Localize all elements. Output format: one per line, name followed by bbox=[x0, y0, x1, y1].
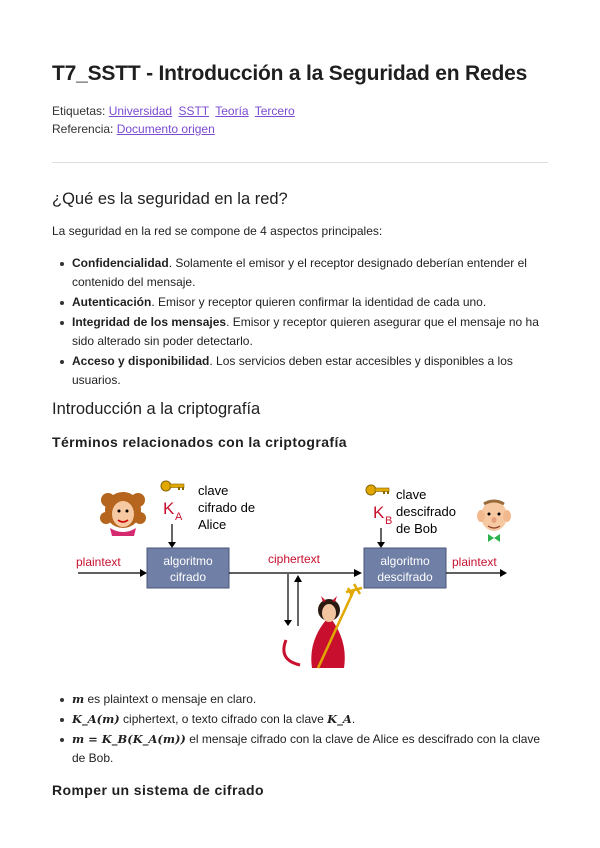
term-text: ciphertext, o texto cifrado con la clave bbox=[119, 712, 328, 726]
term-text: . Los servicios deben estar accesibles y disponibles a los usuarios. bbox=[72, 354, 513, 387]
tags-label: Etiquetas: bbox=[52, 104, 106, 118]
term-text: . Solamente el emisor y el receptor designado deberían entender el contenido del mensaje. bbox=[72, 256, 527, 289]
key-b-subscript: B bbox=[385, 515, 393, 527]
subheading-crypto-terms: Términos relacionados con la criptografía bbox=[52, 434, 347, 450]
plaintext-right-label: plaintext bbox=[452, 555, 497, 569]
reference-label: Referencia: bbox=[52, 122, 114, 136]
term-bold: Autenticación bbox=[72, 295, 152, 309]
tag-teoria[interactable]: Teoría bbox=[215, 104, 249, 118]
math-expression: m bbox=[72, 692, 85, 706]
key-a-subscript: A bbox=[175, 511, 183, 523]
term-bold: Confidencialidad bbox=[72, 256, 169, 270]
crypto-diagram bbox=[26, 470, 546, 675]
list-item bbox=[72, 254, 548, 292]
list-item bbox=[72, 730, 548, 768]
reference-link[interactable]: Documento origen bbox=[116, 122, 215, 136]
list-item bbox=[72, 293, 548, 312]
key-b-letter: K bbox=[373, 503, 385, 522]
subheading-breaking-cipher: Romper un sistema de cifrado bbox=[52, 782, 264, 798]
dec-box-line1: algoritmo bbox=[380, 554, 430, 568]
alice-figure bbox=[100, 492, 146, 536]
tag-universidad[interactable]: Universidad bbox=[108, 104, 173, 118]
tags-row bbox=[52, 104, 298, 118]
trudy-figure bbox=[284, 584, 362, 668]
section-intro: La seguridad en la red se compone de 4 aspectos principales: bbox=[52, 224, 383, 238]
bob-figure bbox=[477, 501, 511, 542]
key-b-label-line3: de Bob bbox=[396, 521, 438, 536]
math-expression: K_A(m) bbox=[72, 712, 120, 726]
key-a-label-line3: Alice bbox=[198, 517, 227, 532]
term-bold: Acceso y disponibilidad bbox=[72, 354, 210, 368]
list-item bbox=[72, 710, 548, 729]
section-heading-cryptography: Introducción a la criptografía bbox=[52, 400, 261, 418]
term-text: . bbox=[351, 712, 356, 726]
key-icon bbox=[161, 481, 184, 491]
key-a-letter: K bbox=[163, 499, 175, 518]
term-text: es plaintext o mensaje en claro. bbox=[84, 692, 257, 706]
key-b-label-line1: clave bbox=[396, 487, 427, 502]
term-text: . Emisor y receptor quieren asegurar que el mensaje no ha sido alterado sin poder detectarlo. bbox=[72, 315, 539, 348]
list-item bbox=[72, 352, 548, 390]
term-text: el mensaje cifrado con la clave de Alice es descifrado con la clave de Bob. bbox=[72, 732, 541, 765]
key-b-label-line2: descifrado bbox=[396, 504, 456, 519]
key-a-label-line1: clave bbox=[198, 483, 229, 498]
enc-box-line2: cifrado bbox=[169, 570, 207, 584]
dec-box-line2: descifrado bbox=[377, 570, 433, 584]
math-expression: K_A bbox=[327, 712, 352, 726]
list-item bbox=[72, 690, 548, 709]
term-bold: Integridad de los mensajes bbox=[72, 315, 227, 329]
security-aspects-list bbox=[52, 254, 548, 391]
list-item bbox=[72, 313, 548, 351]
math-expression: m = K_B(K_A(m)) bbox=[72, 732, 186, 746]
term-text: . Emisor y receptor quieren confirmar la identidad de cada uno. bbox=[151, 295, 487, 309]
tag-sstt[interactable]: SSTT bbox=[178, 104, 210, 118]
key-a-label-line2: cifrado de bbox=[198, 500, 256, 515]
page-title: T7_SSTT - Introducción a la Seguridad en Redes bbox=[52, 62, 528, 85]
tag-tercero[interactable]: Tercero bbox=[254, 104, 295, 118]
key-icon bbox=[366, 485, 389, 495]
crypto-terms-list bbox=[52, 690, 548, 769]
divider bbox=[52, 162, 548, 163]
enc-box-line1: algoritmo bbox=[163, 554, 213, 568]
section-heading-network-security: ¿Qué es la seguridad en la red? bbox=[52, 190, 288, 208]
plaintext-left-label: plaintext bbox=[76, 555, 121, 569]
reference-row bbox=[52, 122, 218, 136]
ciphertext-label: ciphertext bbox=[267, 552, 321, 566]
